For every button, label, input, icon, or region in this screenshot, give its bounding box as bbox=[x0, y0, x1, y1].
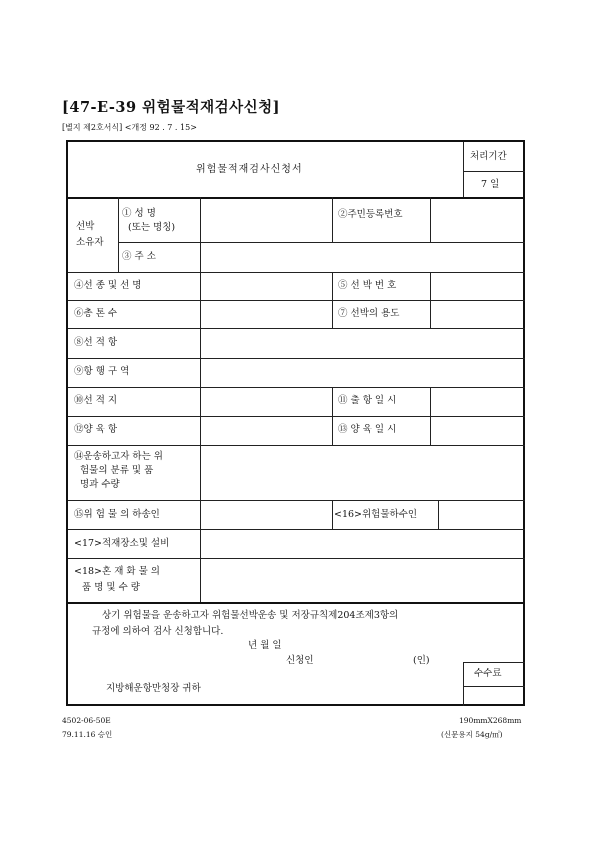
name-label: ① 성 명 bbox=[122, 208, 156, 219]
mid-column-line bbox=[438, 500, 439, 529]
owner-group-label: 선박 bbox=[76, 221, 95, 232]
paper-size: 190mmX268mm bbox=[459, 716, 522, 725]
mid-column-line bbox=[430, 387, 431, 445]
navigation-area-label: ⑨항 행 구 역 bbox=[74, 366, 130, 377]
row-line bbox=[68, 387, 525, 388]
tonnage-label: ⑥총 톤 수 bbox=[74, 308, 118, 319]
ship-use-label: ⑦ 선박의 용도 bbox=[338, 308, 400, 319]
processing-column-line bbox=[463, 142, 464, 197]
registry-port-label: ⑧선 적 항 bbox=[74, 337, 118, 348]
statement-text: 상기 위험물을 운송하고자 위험물선박운송 및 저장규칙제204조제3항의 bbox=[102, 610, 399, 621]
processing-divider bbox=[463, 171, 525, 172]
row-line bbox=[68, 529, 525, 530]
fee-label: 수수료 bbox=[474, 668, 502, 679]
seal-label: (인) bbox=[413, 655, 430, 666]
mid-column-line bbox=[332, 197, 333, 242]
page-title: [47-E-39 위험물적재검사신청] bbox=[62, 99, 281, 116]
mixed-cargo-label: <18>혼 재 화 물 의 bbox=[74, 566, 160, 577]
row-line bbox=[118, 242, 525, 243]
row-line bbox=[68, 328, 525, 329]
owner-group-line bbox=[118, 197, 119, 272]
consignee-label: <16>위험물하수인 bbox=[334, 509, 418, 520]
owner-group-label: 소유자 bbox=[76, 237, 104, 248]
mid-column-line bbox=[430, 272, 431, 328]
mid-column-line bbox=[430, 197, 431, 242]
application-form bbox=[66, 140, 525, 706]
form-reference: [별지 제2호서식] <개정 92 . 7 . 15> bbox=[62, 123, 197, 132]
header-bottom-line bbox=[68, 197, 525, 199]
shipper-label: ⑮위 험 물 의 하송인 bbox=[74, 509, 160, 520]
row-line bbox=[68, 416, 525, 417]
form-code: 4502-06-50E bbox=[62, 716, 111, 725]
name-sublabel: (또는 명칭) bbox=[128, 222, 176, 233]
unloading-datetime-label: ⑬ 양 육 일 시 bbox=[338, 424, 397, 435]
row-line bbox=[68, 558, 525, 559]
loading-place-label: ⑩선 적 지 bbox=[74, 395, 118, 406]
cargo-label: 명과 수량 bbox=[80, 479, 120, 490]
form-title: 위험물적재검사신청서 bbox=[196, 164, 303, 175]
addressee: 지방해운항만청장 귀하 bbox=[106, 683, 201, 694]
paper-type: (신문용지 54g/㎡) bbox=[441, 730, 503, 739]
mid-column-line bbox=[332, 387, 333, 445]
address-label: ③ 주 소 bbox=[122, 251, 156, 262]
row-line bbox=[68, 358, 525, 359]
statement-top-line bbox=[68, 602, 525, 604]
cargo-label: ⑭운송하고자 하는 위 bbox=[74, 451, 163, 462]
fee-box-line bbox=[463, 662, 464, 706]
row-line bbox=[68, 300, 525, 301]
statement-text: 규정에 의하여 검사 신청합니다. bbox=[92, 626, 224, 637]
mid-column-line bbox=[332, 272, 333, 328]
date-line: 년 월 일 bbox=[248, 640, 282, 651]
label-column-line bbox=[200, 197, 201, 602]
ship-type-name-label: ④선 종 및 선 명 bbox=[74, 280, 142, 291]
fee-box-divider bbox=[463, 686, 525, 687]
approval-date: 79.11.16 승인 bbox=[62, 730, 113, 739]
stowage-label: <17>적재장소및 설비 bbox=[74, 538, 170, 549]
mid-column-line bbox=[332, 500, 333, 529]
processing-period-label: 처리기간 bbox=[470, 151, 507, 162]
row-line bbox=[68, 500, 525, 501]
fee-box-top bbox=[463, 662, 525, 663]
row-line bbox=[68, 272, 525, 273]
cargo-label: 험물의 분류 및 품 bbox=[80, 465, 154, 476]
unloading-port-label: ⑫양 육 항 bbox=[74, 424, 118, 435]
resident-number-label: ②주민등록번호 bbox=[338, 209, 403, 220]
processing-period-value: 7 일 bbox=[481, 179, 500, 190]
mixed-cargo-label: 품 명 및 수 량 bbox=[82, 582, 140, 593]
row-line bbox=[68, 445, 525, 446]
departure-datetime-label: ⑪ 출 항 일 시 bbox=[338, 395, 397, 406]
applicant-label: 신청인 bbox=[286, 655, 314, 666]
ship-number-label: ⑤ 선 박 번 호 bbox=[338, 280, 397, 291]
